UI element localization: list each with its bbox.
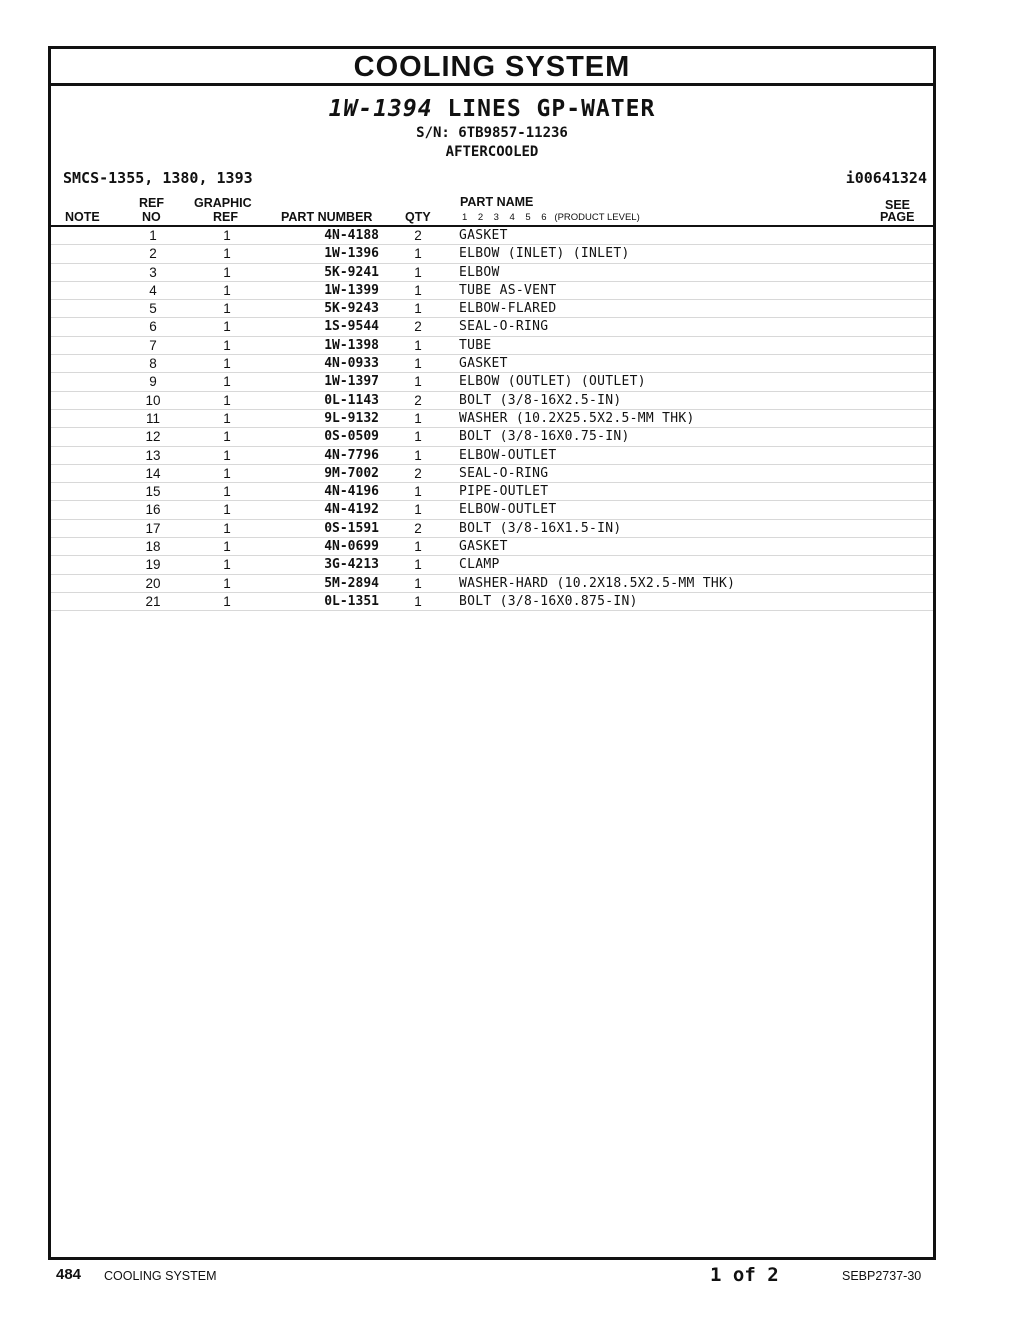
- ref-no: 18: [145, 539, 161, 555]
- part-number: 9M-7002: [324, 465, 379, 481]
- part-name: CLAMP: [459, 557, 500, 573]
- part-name: WASHER (10.2X25.5X2.5-MM THK): [459, 410, 695, 426]
- parts-row: [51, 282, 933, 300]
- part-name: ELBOW (OUTLET) (OUTLET): [459, 374, 646, 390]
- group-part-number: 1W-1394: [328, 96, 433, 122]
- part-name: WASHER-HARD (10.2X18.5X2.5-MM THK): [459, 575, 736, 591]
- ref-no: 21: [145, 593, 161, 609]
- quantity: 1: [414, 356, 422, 372]
- quantity: 1: [414, 337, 422, 353]
- col-ref-top: REF: [139, 196, 164, 210]
- smcs-codes: SMCS-1355, 1380, 1393: [63, 169, 253, 187]
- footer-page-count: 1 of 2: [710, 1264, 779, 1286]
- part-number: 3G-4213: [324, 557, 379, 573]
- ref-no: 9: [149, 374, 157, 390]
- part-number: 4N-4188: [324, 228, 379, 243]
- parts-row: [51, 318, 933, 336]
- part-name: ELBOW-OUTLET: [459, 447, 557, 463]
- ref-no: 20: [145, 575, 161, 591]
- part-name: BOLT (3/8-16X0.875-IN): [459, 593, 638, 609]
- part-number: 5K-9243: [324, 301, 379, 317]
- graphic-ref: 1: [223, 484, 231, 500]
- parts-row: [51, 410, 933, 428]
- part-name: TUBE AS-VENT: [459, 282, 557, 298]
- parts-row: [51, 575, 933, 593]
- graphic-ref: 1: [223, 557, 231, 573]
- part-name: ELBOW-OUTLET: [459, 502, 557, 518]
- parts-row: [51, 501, 933, 519]
- graphic-ref: 1: [223, 593, 231, 609]
- ref-no: 15: [145, 484, 161, 500]
- serial-number-range: S/N: 6TB9857-11236: [416, 125, 568, 141]
- ref-no: 10: [145, 392, 161, 408]
- quantity: 1: [414, 301, 422, 317]
- group-title: [51, 96, 933, 122]
- parts-row: [51, 483, 933, 501]
- graphic-ref: 1: [223, 264, 231, 280]
- part-name: SEAL-O-RING: [459, 465, 549, 481]
- ref-no: 3: [149, 264, 157, 280]
- page-footer: [0, 1264, 1020, 1288]
- parts-row: [51, 264, 933, 282]
- part-number: 4N-0699: [324, 539, 379, 555]
- part-name: GASKET: [459, 539, 508, 555]
- part-number: 0L-1351: [324, 593, 379, 609]
- part-name: GASKET: [459, 228, 508, 243]
- footer-document-number: SEBP2737-30: [842, 1269, 922, 1283]
- col-graphic-top: GRAPHIC: [194, 196, 252, 210]
- column-headers: [51, 195, 933, 227]
- part-name: SEAL-O-RING: [459, 319, 549, 335]
- ref-no: 12: [145, 429, 161, 445]
- col-see-bottom: PAGE: [880, 210, 915, 224]
- part-number: 5K-9241: [324, 264, 379, 280]
- graphic-ref: 1: [223, 410, 231, 426]
- col-part-number: PART NUMBER: [281, 210, 373, 224]
- footer-page-number: 484: [56, 1266, 82, 1283]
- graphic-ref: 1: [223, 392, 231, 408]
- ref-no: 14: [145, 465, 161, 481]
- graphic-ref: 1: [223, 356, 231, 372]
- ref-no: 4: [149, 282, 157, 298]
- graphic-ref: 1: [223, 374, 231, 390]
- part-number: 4N-7796: [324, 447, 379, 463]
- parts-row: [51, 227, 933, 245]
- part-number: 4N-0933: [324, 356, 379, 372]
- parts-row: [51, 245, 933, 263]
- part-number: 1W-1396: [324, 246, 379, 262]
- graphic-ref: 1: [223, 520, 231, 536]
- parts-row: [51, 593, 933, 611]
- quantity: 1: [414, 484, 422, 500]
- ref-no: 2: [149, 246, 157, 262]
- part-number: 9L-9132: [324, 410, 379, 426]
- parts-row: [51, 337, 933, 355]
- parts-sheet: [48, 46, 936, 1260]
- quantity: 2: [414, 228, 422, 243]
- graphic-ref: 1: [223, 246, 231, 262]
- ref-no: 6: [149, 319, 157, 335]
- quantity: 1: [414, 282, 422, 298]
- quantity: 1: [414, 246, 422, 262]
- part-name: BOLT (3/8-16X2.5-IN): [459, 392, 622, 408]
- part-number: 4N-4192: [324, 502, 379, 518]
- quantity: 1: [414, 502, 422, 518]
- part-name: GASKET: [459, 356, 508, 372]
- part-number: 0S-1591: [324, 520, 379, 536]
- part-number: 5M-2894: [324, 575, 379, 591]
- section-title: COOLING SYSTEM: [51, 49, 933, 86]
- quantity: 2: [414, 465, 422, 481]
- part-number: 1W-1397: [324, 374, 379, 390]
- col-ref-bottom: NO: [142, 210, 161, 224]
- graphic-ref: 1: [223, 575, 231, 591]
- part-number: 4N-4196: [324, 484, 379, 500]
- col-see-top: SEE: [885, 198, 911, 212]
- quantity: 1: [414, 410, 422, 426]
- part-number: 1W-1398: [324, 337, 379, 353]
- part-number: 1W-1399: [324, 282, 379, 298]
- parts-row: [51, 465, 933, 483]
- ref-no: 16: [145, 502, 161, 518]
- parts-row: [51, 300, 933, 318]
- part-name: BOLT (3/8-16X0.75-IN): [459, 429, 630, 445]
- parts-row: [51, 355, 933, 373]
- smcs-row: [51, 169, 933, 189]
- group-name: LINES GP-WATER: [447, 96, 656, 122]
- quantity: 1: [414, 447, 422, 463]
- graphic-ref: 1: [223, 228, 231, 243]
- ref-no: 7: [149, 337, 157, 353]
- quantity: 2: [414, 319, 422, 335]
- col-product-levels: 1 2 3 4 5 6 (PRODUCT LEVEL): [462, 212, 640, 223]
- col-graphic-bottom: REF: [213, 210, 238, 224]
- quantity: 1: [414, 539, 422, 555]
- parts-row: [51, 428, 933, 446]
- part-number: 0L-1143: [324, 392, 379, 408]
- group-variant: AFTERCOOLED: [445, 144, 539, 160]
- quantity: 1: [414, 429, 422, 445]
- graphic-ref: 1: [223, 337, 231, 353]
- quantity: 1: [414, 374, 422, 390]
- graphic-ref: 1: [223, 447, 231, 463]
- ref-no: 5: [149, 301, 157, 317]
- parts-row: [51, 447, 933, 465]
- graphic-ref: 1: [223, 429, 231, 445]
- col-part-name: PART NAME: [460, 195, 534, 209]
- parts-row: [51, 520, 933, 538]
- graphic-ref: 1: [223, 301, 231, 317]
- graphic-ref: 1: [223, 319, 231, 335]
- quantity: 2: [414, 520, 422, 536]
- col-note: NOTE: [65, 210, 100, 224]
- ref-no: 8: [149, 356, 157, 372]
- part-name: ELBOW: [459, 264, 500, 280]
- part-name: ELBOW-FLARED: [459, 301, 557, 317]
- part-name: BOLT (3/8-16X1.5-IN): [459, 520, 622, 536]
- footer-section: COOLING SYSTEM: [104, 1269, 217, 1283]
- graphic-ref: 1: [223, 539, 231, 555]
- part-name: ELBOW (INLET) (INLET): [459, 246, 630, 262]
- ref-no: 13: [145, 447, 161, 463]
- parts-row: [51, 392, 933, 410]
- graphic-ref: 1: [223, 282, 231, 298]
- quantity: 1: [414, 575, 422, 591]
- quantity: 1: [414, 264, 422, 280]
- illustration-id: i00641324: [845, 169, 927, 187]
- parts-list: [51, 227, 933, 611]
- ref-no: 17: [145, 520, 161, 536]
- graphic-ref: 1: [223, 502, 231, 518]
- col-qty: QTY: [405, 210, 431, 224]
- part-number: 0S-0509: [324, 429, 379, 445]
- quantity: 1: [414, 593, 422, 609]
- part-number: 1S-9544: [324, 319, 379, 335]
- part-name: TUBE: [459, 337, 492, 353]
- graphic-ref: 1: [223, 465, 231, 481]
- parts-row: [51, 373, 933, 391]
- parts-row: [51, 556, 933, 574]
- ref-no: 19: [145, 557, 161, 573]
- ref-no: 1: [149, 228, 157, 243]
- quantity: 2: [414, 392, 422, 408]
- part-name: PIPE-OUTLET: [459, 484, 549, 500]
- quantity: 1: [414, 557, 422, 573]
- parts-row: [51, 538, 933, 556]
- ref-no: 11: [145, 410, 160, 426]
